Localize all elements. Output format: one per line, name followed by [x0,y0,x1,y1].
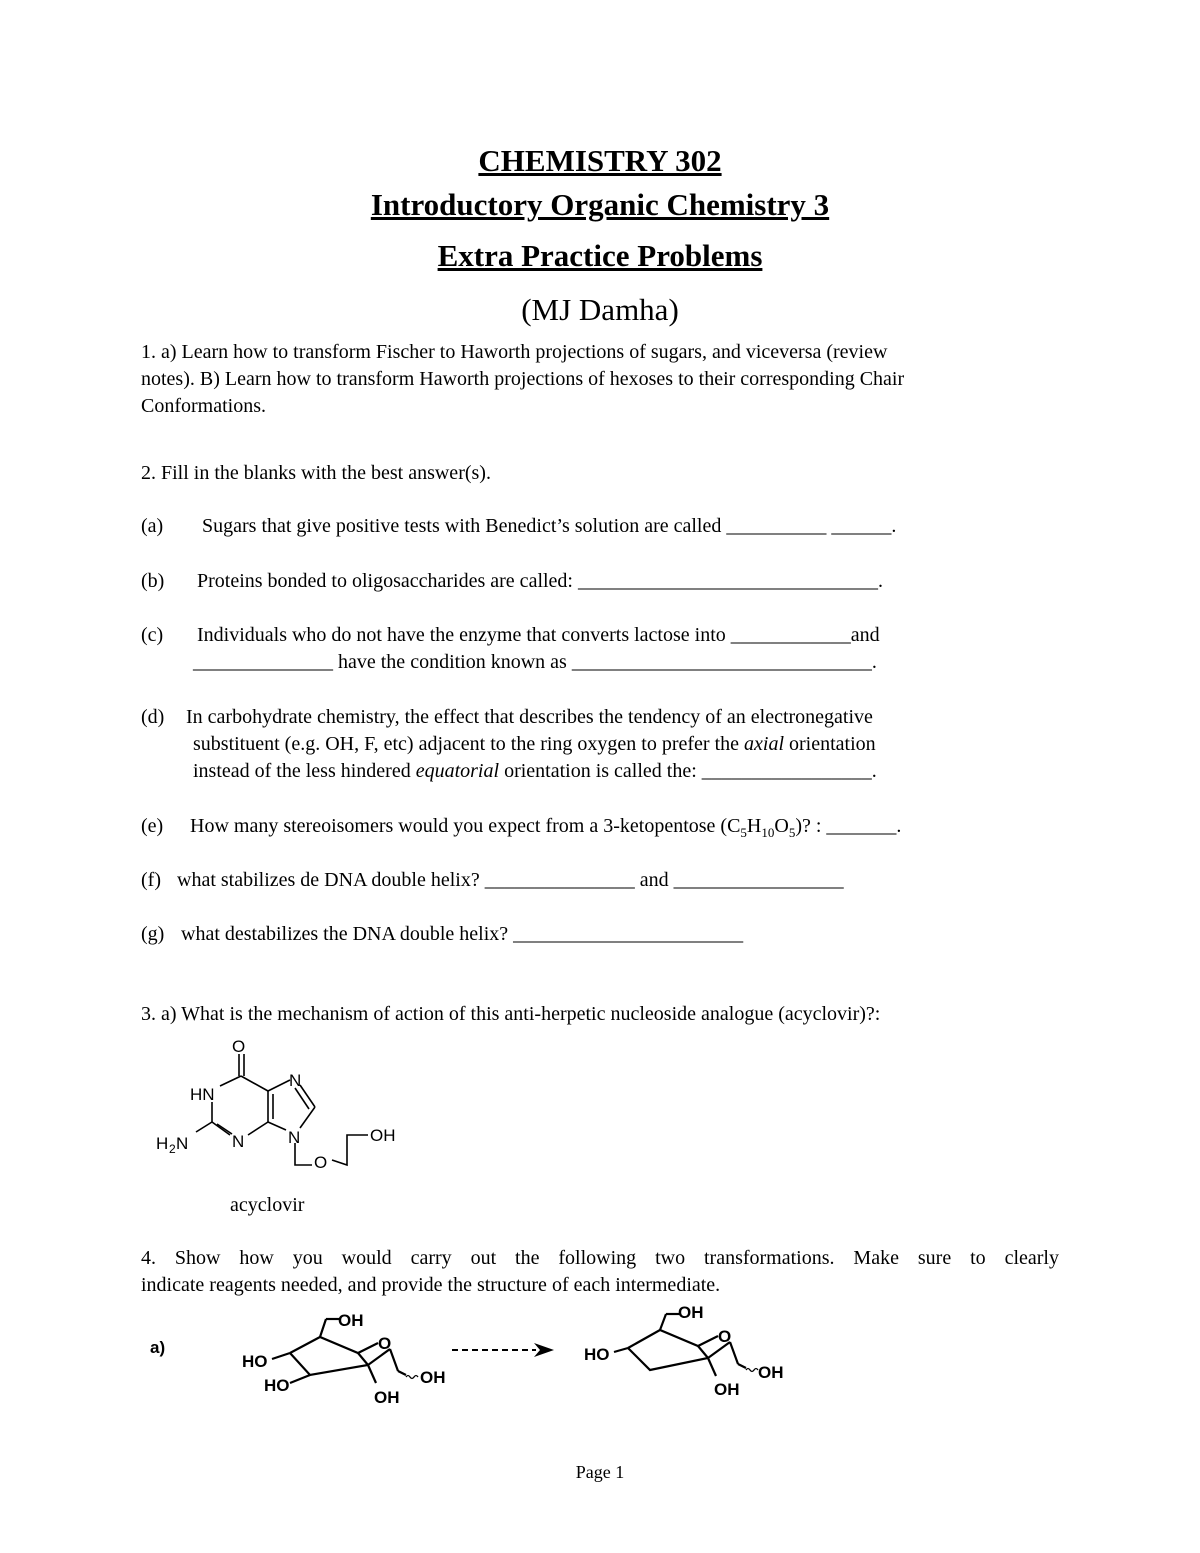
course-title: Introductory Organic Chemistry 3 [370,187,830,222]
q4-line2: indicate reagents needed, and provide the structure of each intermediate. [141,1274,721,1296]
q1-line1: 1. a) Learn how to transform Fischer to Haworth projections of sugars, and viceversa (review [141,341,888,363]
q2a-text: Sugars that give positive tests with Benedict’s solution are called __________ ______. [202,515,897,537]
author: (MJ Damha) [521,292,679,327]
q2f-label: (f) [141,869,161,891]
right-ho: HO [584,1345,610,1364]
q2e-label: (e) [141,815,164,837]
left-oh-bottom: OH [374,1388,400,1407]
left-ho-2: HO [264,1376,290,1395]
right-oh-anomeric: OH [758,1363,784,1382]
atom-o-carbonyl: O [232,1037,246,1056]
atom-h2n-n: N [176,1134,189,1153]
q2f-text: what stabilizes de DNA double helix? _______________ and _________________ [177,869,844,891]
q2d-text3: instead of the less hindered equatorial orientation is called the: _________________. [193,760,877,782]
q1-line2: notes). B) Learn how to transform Haworth projections of hexoses to their corresponding Chair [141,368,905,390]
q2c-label: (c) [141,624,164,646]
q2-intro: 2. Fill in the blanks with the best answer(s). [141,462,491,484]
q2d-label: (d) [141,706,165,728]
atom-n7: N [289,1071,302,1090]
atom-n3: N [232,1132,245,1151]
atom-h2n-subscript: 2 [169,1142,176,1156]
q2e-text: How many stereoisomers would you expect from a 3-ketopentose $(C_5H_{10}O_5)$? : _______. [190,815,902,840]
q2a-label: (a) [141,515,164,537]
molecule-name: acyclovir [230,1194,305,1216]
q2b-text: Proteins bonded to oligosaccharides are called: ______________________________. [197,570,883,592]
atom-n9: N [288,1128,301,1147]
q2d-text2: substituent (e.g. OH, F, etc) adjacent to the ring oxygen to prefer the axial orientation [193,733,876,755]
q4-line1: 4. Show how you would carry out the following two transformations. Make sure to clearly [141,1247,1059,1269]
q1-line3: Conformations. [141,395,266,417]
atom-h2n-h: H [156,1134,169,1153]
q2d-axial: axial [744,733,785,755]
q3-text: 3. a) What is the mechanism of action of this anti-herpetic nucleoside analogue (acyclovir)?: [141,1003,881,1025]
transformation-arrow [450,1340,560,1360]
atom-oh: OH [370,1126,396,1145]
acyclovir-structure [150,1030,420,1190]
atom-o-ether: O [314,1153,328,1172]
q2d-text1: In carbohydrate chemistry, the effect that describes the tendency of an electronegative [186,706,873,728]
right-oh-bottom: OH [714,1380,740,1399]
q2g-text: what destabilizes the DNA double helix? _______________________ [181,923,744,945]
right-o-ring: O [718,1327,732,1346]
q2b-label: (b) [141,570,165,592]
q4-part-label: a) [150,1338,166,1357]
document-title: Extra Practice Problems [437,238,763,273]
q2c-text1: Individuals who do not have the enzyme that converts lactose into ____________and [197,624,880,646]
glucose-chair-left [238,1305,468,1410]
left-oh-top: OH [338,1311,364,1330]
deoxy-chair-right [580,1300,810,1400]
right-oh-top: OH [678,1303,704,1322]
left-oh-anomeric: OH [420,1368,446,1387]
left-o-ring: O [378,1334,392,1353]
q2d-equatorial: equatorial [415,760,500,782]
q2c-text2: ______________ have the condition known as ______________________________. [193,651,877,673]
atom-hn: HN [190,1085,215,1104]
page-number: Page 1 [575,1462,625,1482]
left-ho-1: HO [242,1352,268,1371]
course-code: CHEMISTRY 302 [478,143,722,178]
q2g-label: (g) [141,923,165,945]
